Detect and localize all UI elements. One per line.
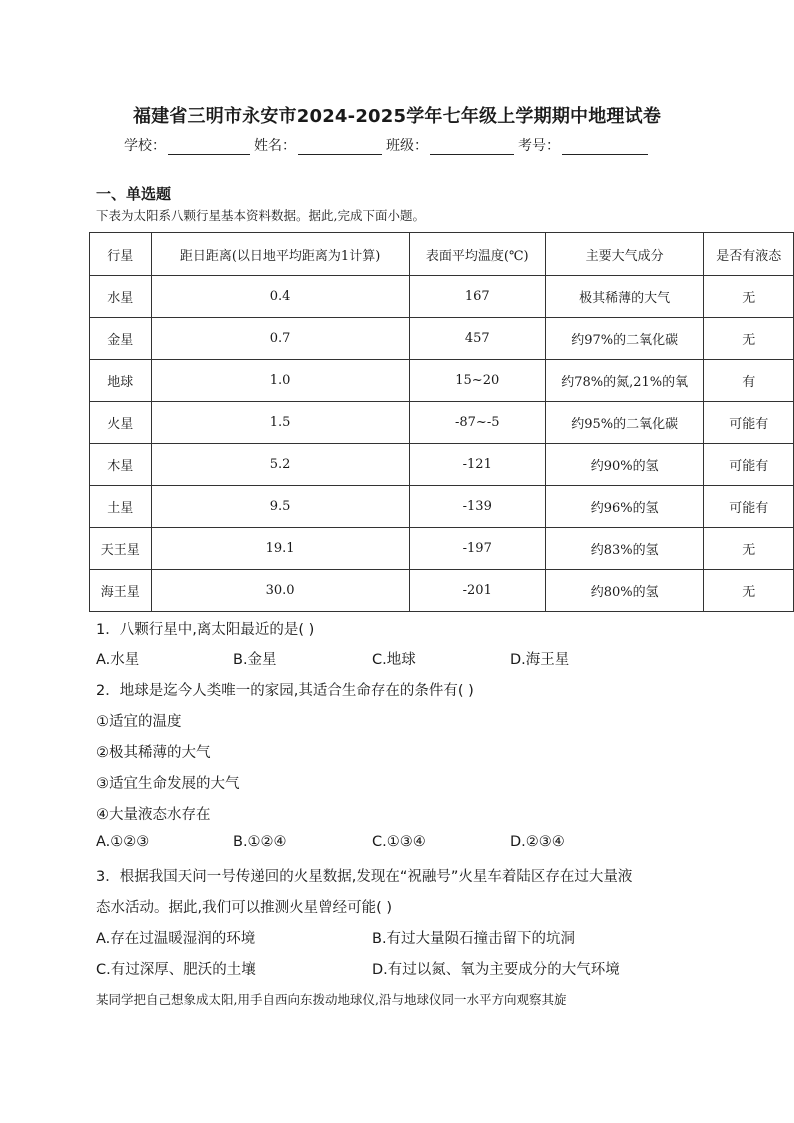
q2-item-2: ②极其稀薄的大气: [96, 745, 211, 761]
planet-data-table: [89, 232, 794, 612]
header-temperature: 表面平均温度(℃): [409, 233, 545, 276]
cell-liquid-water: 可能有: [704, 444, 794, 486]
q3-option-d[interactable]: D.有过以氮、氧为主要成分的大气环境: [372, 962, 620, 978]
cell-distance: 9.5: [151, 486, 409, 528]
cell-atmosphere: 约96%的氢: [545, 486, 703, 528]
exam-no-label: 考号：: [518, 138, 560, 154]
q3-option-a[interactable]: A.存在过温暖湿润的环境: [96, 931, 256, 947]
q1-option-a[interactable]: A.水星: [96, 652, 140, 668]
q1-option-b[interactable]: B.金星: [233, 652, 277, 668]
header-planet: 行星: [90, 233, 152, 276]
cell-distance: 19.1: [151, 528, 409, 570]
cell-planet: 地球: [90, 360, 152, 402]
cell-distance: 1.5: [151, 402, 409, 444]
q2-item-1: ①适宜的温度: [96, 714, 182, 730]
cell-planet: 天王星: [90, 528, 152, 570]
cell-planet: 金星: [90, 318, 152, 360]
header-distance: 距日距离(以日地平均距离为1计算): [151, 233, 409, 276]
cell-planet: 火星: [90, 402, 152, 444]
cell-liquid-water: 可能有: [704, 402, 794, 444]
q1-option-c[interactable]: C.地球: [372, 652, 416, 668]
table-row: [90, 318, 794, 360]
q3-option-b[interactable]: B.有过大量陨石撞击留下的坑洞: [372, 931, 576, 947]
cell-temperature: -139: [409, 486, 545, 528]
student-info-row: [124, 135, 652, 155]
cell-distance: 30.0: [151, 570, 409, 612]
cell-temperature: 15~20: [409, 360, 545, 402]
class-label: 班级：: [386, 138, 428, 154]
cell-distance: 1.0: [151, 360, 409, 402]
name-blank[interactable]: [298, 138, 382, 155]
cell-planet: 水星: [90, 276, 152, 318]
question-3-stem-line-2: 态水活动。据此,我们可以推测火星曾经可能( ): [96, 900, 393, 916]
cell-atmosphere: 约83%的氢: [545, 528, 703, 570]
cell-liquid-water: 有: [704, 360, 794, 402]
cell-atmosphere: 约78%的氮,21%的氧: [545, 360, 703, 402]
section-heading: 一、单选题: [96, 185, 172, 203]
cell-temperature: -197: [409, 528, 545, 570]
cell-distance: 0.4: [151, 276, 409, 318]
table-intro: 下表为太阳系八颗行星基本资料数据。据此,完成下面小题。: [96, 208, 425, 223]
table-row: [90, 276, 794, 318]
table-row: [90, 360, 794, 402]
school-label: 学校：: [124, 138, 166, 154]
cell-temperature: -87~-5: [409, 402, 545, 444]
cell-liquid-water: 可能有: [704, 486, 794, 528]
q3-option-c[interactable]: C.有过深厚、肥沃的土壤: [96, 962, 256, 978]
q2-option-d[interactable]: D.②③④: [510, 834, 565, 850]
cell-liquid-water: 无: [704, 276, 794, 318]
cell-distance: 5.2: [151, 444, 409, 486]
cell-temperature: 167: [409, 276, 545, 318]
cell-planet: 木星: [90, 444, 152, 486]
question-1-stem: 1．八颗行星中,离太阳最近的是( ): [96, 622, 315, 638]
cell-planet: 海王星: [90, 570, 152, 612]
cell-atmosphere: 约97%的二氧化碳: [545, 318, 703, 360]
cell-temperature: -121: [409, 444, 545, 486]
next-passage-text: 某同学把自己想象成太阳,用手自西向东拨动地球仪,沿与地球仪同一水平方向观察其旋: [96, 992, 567, 1007]
question-3-stem-line-1: 3．根据我国天问一号传递回的火星数据,发现在“祝融号”火星车着陆区存在过大量液: [96, 869, 633, 885]
cell-liquid-water: 无: [704, 318, 794, 360]
cell-planet: 土星: [90, 486, 152, 528]
header-liquid-water: 是否有液态: [704, 233, 794, 276]
exam-no-blank[interactable]: [562, 138, 648, 155]
q2-option-b[interactable]: B.①②④: [233, 834, 287, 850]
question-2-stem: 2．地球是迄今人类唯一的家园,其适合生命存在的条件有( ): [96, 683, 474, 699]
cell-temperature: 457: [409, 318, 545, 360]
table-row: [90, 402, 794, 444]
table-row: [90, 444, 794, 486]
school-blank[interactable]: [168, 138, 250, 155]
cell-temperature: -201: [409, 570, 545, 612]
q2-option-c[interactable]: C.①③④: [372, 834, 426, 850]
q2-option-a[interactable]: A.①②③: [96, 834, 150, 850]
table-row: [90, 528, 794, 570]
cell-atmosphere: 约95%的二氧化碳: [545, 402, 703, 444]
table-row: [90, 570, 794, 612]
cell-liquid-water: 无: [704, 528, 794, 570]
cell-atmosphere: 极其稀薄的大气: [545, 276, 703, 318]
q2-item-4: ④大量液态水存在: [96, 807, 211, 823]
cell-atmosphere: 约80%的氢: [545, 570, 703, 612]
exam-title: 福建省三明市永安市2024-2025学年七年级上学期期中地理试卷: [132, 106, 662, 127]
cell-atmosphere: 约90%的氢: [545, 444, 703, 486]
table-row: [90, 486, 794, 528]
header-atmosphere: 主要大气成分: [545, 233, 703, 276]
name-label: 姓名：: [254, 138, 296, 154]
q1-option-d[interactable]: D.海王星: [510, 652, 570, 668]
cell-distance: 0.7: [151, 318, 409, 360]
class-blank[interactable]: [430, 138, 514, 155]
q2-item-3: ③适宜生命发展的大气: [96, 776, 240, 792]
cell-liquid-water: 无: [704, 570, 794, 612]
table-header-row: [90, 233, 794, 276]
